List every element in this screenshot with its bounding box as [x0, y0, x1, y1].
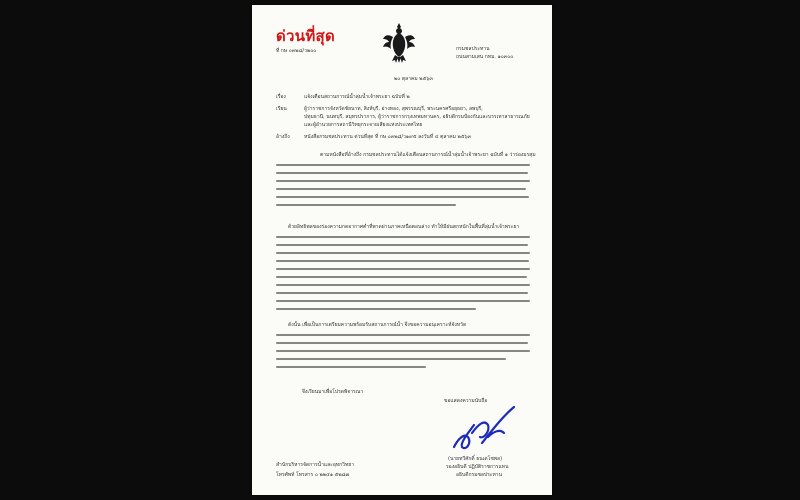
paragraph-opening: ตามหนังสือที่อ้างถึง กรมชลประทานได้แจ้งเตือนสถานการณ์น้ำลุ่มน้ำเจ้าพระยา ฉบับที่ ๑ ว่าร่องมรสุม	[320, 152, 536, 158]
body-paragraph	[276, 225, 530, 315]
signer-position: อธิบดีกรมชลประทาน	[456, 472, 503, 478]
handwritten-signature	[448, 403, 518, 455]
recipient-label: เรียน	[276, 106, 287, 112]
body-paragraph	[276, 323, 530, 373]
document-date: ๒๐ ตุลาคม ๒๕๖๓	[394, 76, 433, 82]
urgency-stamp: ด่วนที่สุด	[276, 27, 336, 45]
signer-name: (นายทวีศักดิ์ ธนเดโชพล)	[448, 456, 503, 462]
signer-position: รองอธิบดี ปฏิบัติราชการแทน	[446, 464, 509, 470]
document-page	[252, 5, 552, 495]
recipient-line: ปทุมธานี, นนทบุรี, สมุทรปราการ, ผู้ว่าราชการกรุงเทพมหานคร, อธิบดีกรมป้องกันและบรรเทาสาธารณภัย	[304, 114, 530, 120]
issuer-line: กรมชลประทาน	[456, 46, 490, 52]
closing-line: จึงเรียนมาเพื่อโปรดพิจารณา	[302, 389, 364, 395]
recipient-line: และผู้อำนวยการสถานีวิทยุกระจายเสียงแห่งประเทศไทย	[304, 122, 423, 128]
paragraph-opening: ดังนั้น เพื่อเป็นการเตรียมความพร้อมรับสถานการณ์น้ำ จึงขอความอนุเคราะห์จังหวัด	[288, 322, 467, 328]
respect-line: ขอแสดงความนับถือ	[444, 398, 488, 404]
recipient-line: ผู้ว่าราชการจังหวัดชัยนาท, สิงห์บุรี, อ่างทอง, สุพรรณบุรี, พระนครศรีอยุธยา, ลพบุรี,	[304, 106, 483, 112]
subject-text: แจ้งเตือนสถานการณ์น้ำลุ่มน้ำเจ้าพระยา ฉบับที่ ๒	[304, 94, 410, 100]
reference-text: หนังสือกรมชลประทาน ด่วนที่สุด ที่ กษ ๐๓๒๘/ว๑๙๕ ลงวันที่ ๔ ตุลาคม ๒๕๖๓	[304, 134, 472, 140]
body-paragraph	[276, 152, 536, 217]
reference-label: อ้างถึง	[276, 134, 290, 140]
garuda-emblem-icon	[382, 21, 416, 65]
office-phone: โทรศัพท์ โทรสาร ๐ ๒๒๔๑ ๕๒๘๗	[276, 472, 350, 478]
paragraph-opening: ด้วยอิทธิพลของร่องความกดอากาศต่ำที่พาดผ่านภาคเหนือตอนล่าง ทำให้มีฝนตกหนักในพื้นที่ลุ่มน้ำเจ้าพระยา	[288, 224, 520, 230]
issuer-address: ถนนสามเสน กทม. ๑๐๓๐๐	[456, 54, 514, 60]
subject-label: เรื่อง	[276, 94, 286, 100]
document-number: ที่ กษ ๐๓๒๘/ว๒๐๐	[276, 48, 317, 54]
office-name: สำนักบริหารจัดการน้ำและอุทกวิทยา	[276, 462, 355, 468]
